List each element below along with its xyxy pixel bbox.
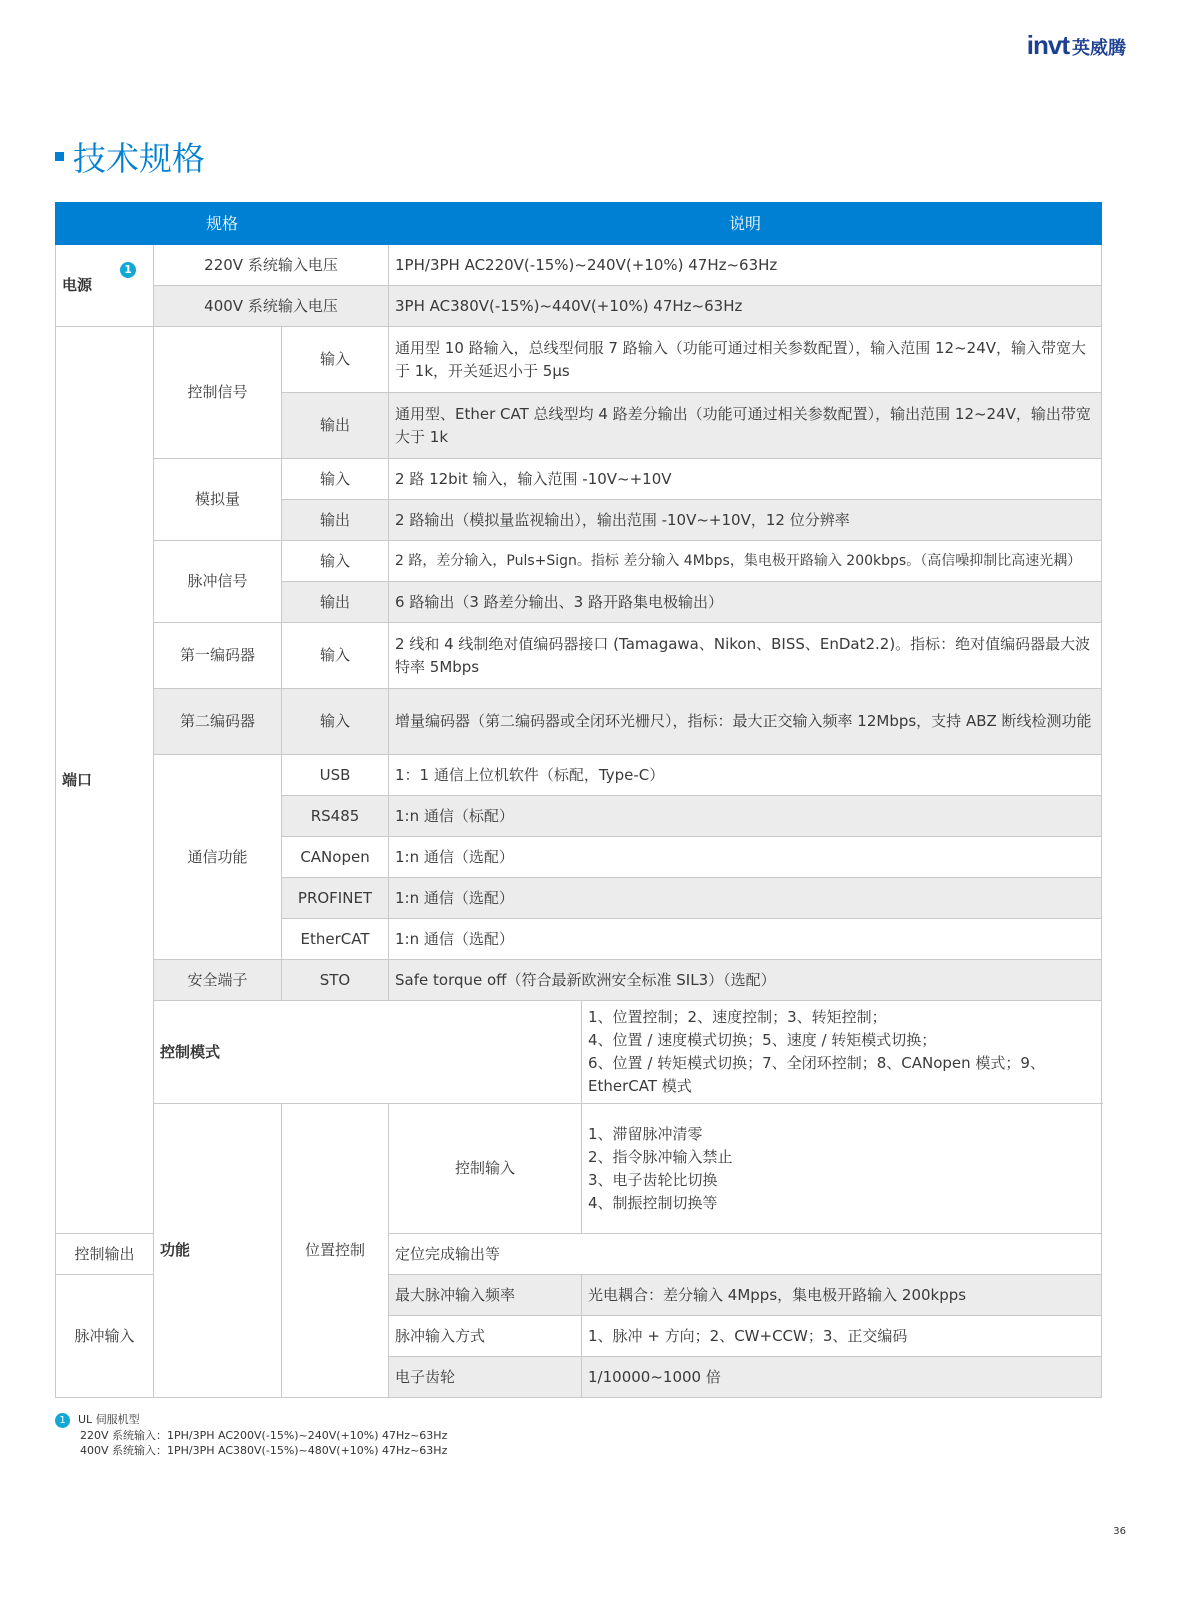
pulse-input-key-1: 最大脉冲输入频率 xyxy=(389,1275,582,1316)
power-400-name: 400V 系统输入电压 xyxy=(154,286,389,327)
footnote-line-1: 220V 系统输入：1PH/3PH AC200V(-15%)~240V(+10%) 47Hz~63Hz xyxy=(80,1429,448,1442)
pulse-out-label: 输出 xyxy=(282,582,389,623)
ctrl-signal-name: 控制信号 xyxy=(154,327,282,459)
spec-table xyxy=(55,202,1102,1398)
ctrl-input-line-1: 1、滞留脉冲清零 xyxy=(588,1124,703,1143)
enc2-name: 第二编码器 xyxy=(154,689,282,755)
pulse-input-val-3: 1/10000~1000 倍 xyxy=(582,1357,1102,1398)
logo-cn: 英威腾 xyxy=(1072,38,1126,59)
ctrl-out-label: 输出 xyxy=(282,393,389,459)
pulse-input-key-2: 脉冲输入方式 xyxy=(389,1316,582,1357)
ctrl-input-desc xyxy=(582,1104,1102,1234)
footnote-line-2: 400V 系统输入：1PH/3PH AC380V(-15%)~480V(+10%) 47Hz~63Hz xyxy=(80,1444,448,1457)
ctrl-in-label: 输入 xyxy=(282,327,389,393)
power-220-desc: 1PH/3PH AC220V(-15%)~240V(+10%) 47Hz~63Hz xyxy=(389,245,1102,286)
func-label: 功能 xyxy=(154,1104,282,1398)
pulse-in-label: 输入 xyxy=(282,541,389,582)
sto-desc: Safe torque off（符合最新欧洲安全标准 SIL3）（选配） xyxy=(389,960,1102,1001)
mode-line-1: 1、位置控制；2、速度控制；3、转矩控制； xyxy=(588,1008,887,1026)
footnote xyxy=(55,1412,447,1458)
power-400-desc: 3PH AC380V(-15%)~440V(+10%) 47Hz~63Hz xyxy=(389,286,1102,327)
ctrl-in-desc: 通用型 10 路输入，总线型伺服 7 路输入（功能可通过相关参数配置），输入范围 12~24V，输入带宽大于 1k，开关延迟小于 5μs xyxy=(389,327,1102,393)
ctrl-input-line-3: 3、电子齿轮比切换 xyxy=(588,1170,718,1189)
mode-label: 控制模式 xyxy=(154,1001,582,1104)
ctrl-output-label: 控制输出 xyxy=(56,1234,154,1275)
enc1-label: 输入 xyxy=(282,623,389,689)
profinet-desc: 1:n 通信（选配） xyxy=(389,878,1102,919)
logo-brand: invt xyxy=(1026,30,1069,60)
ctrl-output-desc: 定位完成输出等 xyxy=(389,1234,1102,1275)
safety-name: 安全端子 xyxy=(154,960,282,1001)
footnote-title: UL 伺服机型 xyxy=(78,1413,140,1426)
page-number: 36 xyxy=(1113,1526,1126,1537)
pulse-input-key-3: 电子齿轮 xyxy=(389,1357,582,1398)
ctrl-input-line-4: 4、制振控制切换等 xyxy=(588,1193,718,1212)
enc2-label: 输入 xyxy=(282,689,389,755)
mode-desc xyxy=(582,1001,1102,1104)
profinet-label: PROFINET xyxy=(282,878,389,919)
footnote-number-badge: 1 xyxy=(55,1413,70,1428)
canopen-label: CANopen xyxy=(282,837,389,878)
ctrl-input-label: 控制输入 xyxy=(389,1104,582,1234)
pos-ctrl-name: 位置控制 xyxy=(282,1104,389,1398)
rs485-label: RS485 xyxy=(282,796,389,837)
title-square-icon xyxy=(55,152,64,161)
comm-name: 通信功能 xyxy=(154,755,282,960)
ctrl-input-line-2: 2、指令脉冲输入禁止 xyxy=(588,1147,733,1166)
analog-in-label: 输入 xyxy=(282,459,389,500)
pulse-input-label: 脉冲输入 xyxy=(56,1275,154,1398)
pulse-input-val-2: 1、脉冲 + 方向；2、CW+CCW；3、正交编码 xyxy=(582,1316,1102,1357)
usb-label: USB xyxy=(282,755,389,796)
footnote-badge: 1 xyxy=(120,262,136,278)
header-desc: 说明 xyxy=(389,203,1102,245)
page-title: 技术规格 xyxy=(73,139,205,178)
sto-label: STO xyxy=(282,960,389,1001)
pulse-out-desc: 6 路输出（3 路差分输出、3 路开路集电极输出） xyxy=(389,582,1102,623)
power-label: 电源1 xyxy=(56,245,154,327)
canopen-desc: 1:n 通信（选配） xyxy=(389,837,1102,878)
enc2-desc: 增量编码器（第二编码器或全闭环光栅尺），指标：最大正交输入频率 12Mbps，支持 ABZ 断线检测功能 xyxy=(389,689,1102,755)
pulse-in-desc: 2 路，差分输入，Puls+Sign。指标 差分输入 4Mbps，集电极开路输入 200kbps。（高信噪抑制比高速光耦） xyxy=(389,541,1102,582)
ethercat-label: EtherCAT xyxy=(282,919,389,960)
mode-line-2: 4、位置 / 速度模式切换；5、速度 / 转矩模式切换； xyxy=(588,1031,937,1049)
analog-in-desc: 2 路 12bit 输入，输入范围 -10V~+10V xyxy=(389,459,1102,500)
analog-out-desc: 2 路输出（模拟量监视输出），输出范围 -10V~+10V，12 位分辨率 xyxy=(389,500,1102,541)
section-title xyxy=(55,133,205,180)
brand-logo xyxy=(1027,30,1126,61)
enc1-desc: 2 线和 4 线制绝对值编码器接口 (Tamagawa、Nikon、BISS、EnDat2.2)。指标：绝对值编码器最大波特率 5Mbps xyxy=(389,623,1102,689)
pulse-input-val-1: 光电耦合：差分输入 4Mpps，集电极开路输入 200kpps xyxy=(582,1275,1102,1316)
mode-line-3: 6、位置 / 转矩模式切换；7、全闭环控制；8、CANopen 模式；9、EtherCAT 模式 xyxy=(588,1054,1045,1095)
ctrl-out-desc: 通用型、Ether CAT 总线型均 4 路差分输出（功能可通过相关参数配置），输出范围 12~24V，输出带宽大于 1k xyxy=(389,393,1102,459)
header-spec: 规格 xyxy=(56,203,389,245)
pulse-name: 脉冲信号 xyxy=(154,541,282,623)
usb-desc: 1：1 通信上位机软件（标配，Type-C） xyxy=(389,755,1102,796)
enc1-name: 第一编码器 xyxy=(154,623,282,689)
rs485-desc: 1:n 通信（标配） xyxy=(389,796,1102,837)
analog-name: 模拟量 xyxy=(154,459,282,541)
power-220-name: 220V 系统输入电压 xyxy=(154,245,389,286)
port-label: 端口 xyxy=(56,327,154,1234)
analog-out-label: 输出 xyxy=(282,500,389,541)
ethercat-desc: 1:n 通信（选配） xyxy=(389,919,1102,960)
